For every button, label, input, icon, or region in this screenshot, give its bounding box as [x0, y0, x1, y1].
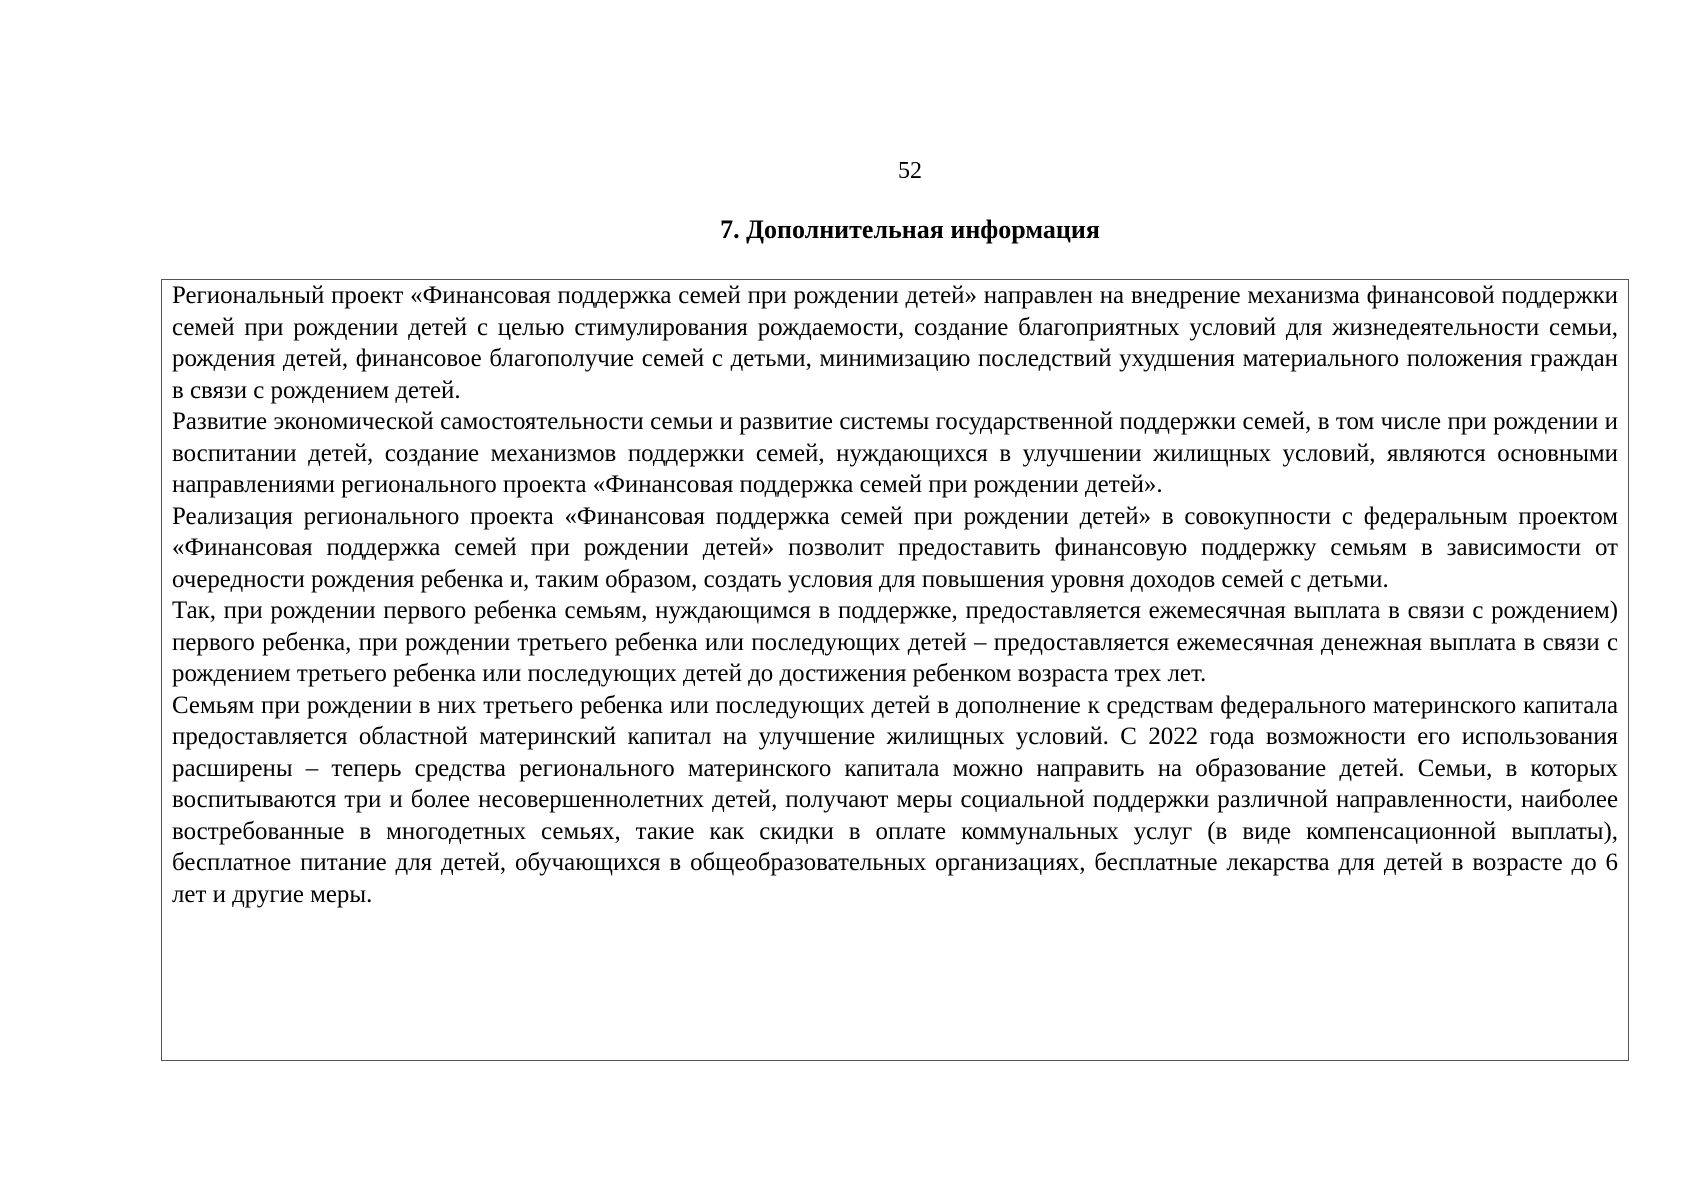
- additional-info-box: [161, 279, 1629, 1061]
- paragraph-main-directions: Развитие экономической самостоятельности семьи и развитие системы государственной поддержки семей, в том числе при рождении и воспитании детей, создание механизмов поддержки семей, нуждающихся в улучшении жилищных условий, являются основными направлениями регионального проекта «Финансовая поддержка семей при рождении детей».: [172, 408, 1618, 498]
- paragraph-monthly-payments: Так, при рождении первого ребенка семьям, нуждающимся в поддержке, предоставляется ежемесячная выплата в связи с рождением) первого ребенка, при рождении третьего ребенка или последующих детей – предоставляется ежемесячная денежная выплата в связи с рождением третьего ребенка или последующих детей до достижения ребенком возраста трех лет.: [172, 597, 1618, 687]
- paragraph-maternity-capital: Семьям при рождении в них третьего ребенка или последующих детей в дополнение к средствам федерального материнского капитала предоставляется областной материнский капитал на улучшение жилищных условий. С 2022 года возможности его использования расширены – теперь средства регионального материнского капитала можно направить на образование детей. Семьи, в которых воспитываются три и более несовершеннолетних детей, получают меры социальной поддержки различной направленности, наиболее востребованные в многодетных семьях, такие как скидки в оплате коммунальных услуг (в виде компенсационной выплаты), бесплатное питание для детей, обучающихся в общеобразовательных организациях, бесплатные лекарства для детей в возрасте до 6 лет и другие меры.: [172, 691, 1618, 908]
- paragraph-implementation: Реализация регионального проекта «Финансовая поддержка семей при рождении детей» в совокупности с федеральным проектом «Финансовая поддержка семей при рождении детей» позволит предоставить финансовую поддержку семьям в зависимости от очередности рождения ребенка и, таким образом, создать условия для повышения уровня доходов семей с детьми.: [172, 502, 1618, 593]
- paragraph-project-purpose: Региональный проект «Финансовая поддержка семей при рождении детей» направлен на внедрение механизма финансовой поддержки семей при рождении детей с целью стимулирования рождаемости, создание благоприятных условий для жизнедеятельности семьи, рождения детей, финансовое благополучие семей с детьми, минимизацию последствий ухудшения материального положения граждан в связи с рождением детей.: [172, 282, 1618, 404]
- section-title: 7. Дополнительная информация: [720, 215, 1100, 244]
- page-number: 52: [898, 158, 922, 184]
